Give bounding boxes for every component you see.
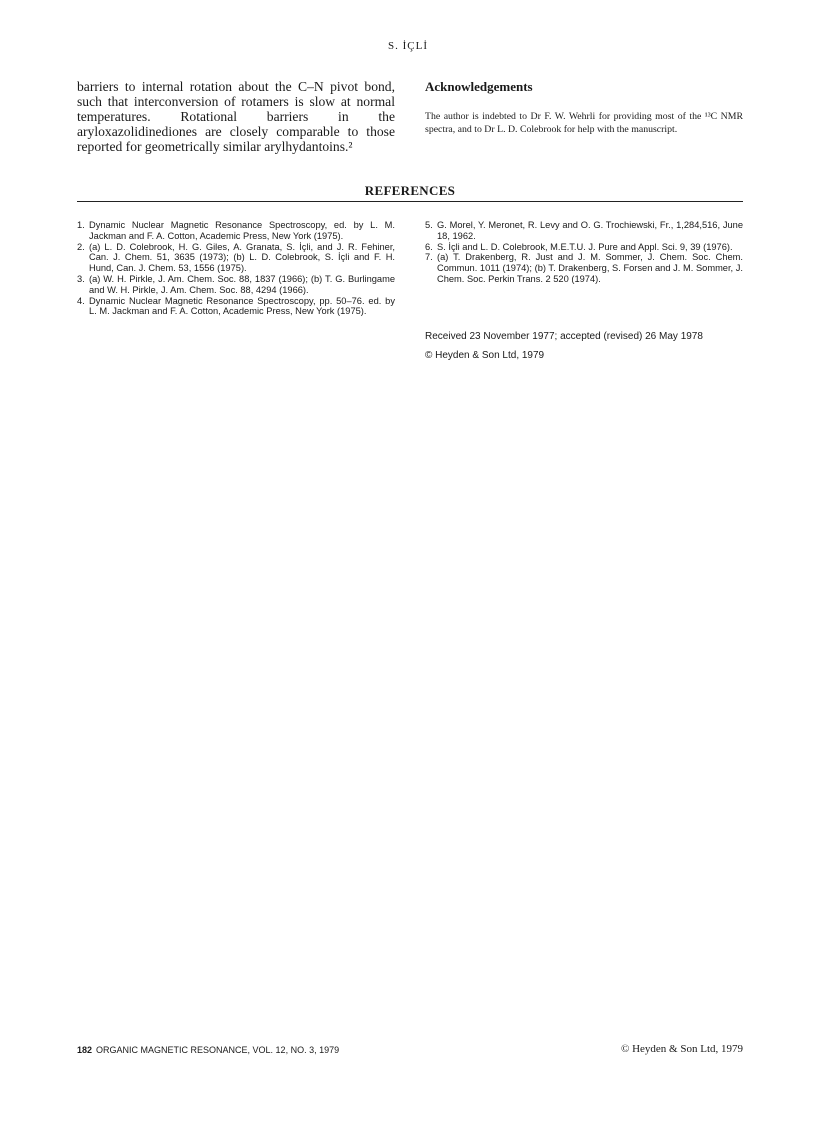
reference-item: 5. G. Morel, Y. Meronet, R. Levy and O. G. Trochiewski, Fr., 1,284,516, June 18, 1962. [425, 220, 743, 241]
received-date: Received 23 November 1977; accepted (revised) 26 May 1978 [425, 331, 703, 342]
reference-item: 4. Dynamic Nuclear Magnetic Resonance Spectroscopy, pp. 50–76. ed. by L. M. Jackman and F. A. Cotton, Academic Press, New York (1975). [77, 295, 395, 317]
reference-item: 3. (a) W. H. Pirkle, J. Am. Chem. Soc. 88, 1837 (1966); (b) T. G. Burlingame and W. H. Pirkle, J. Am. Chem. Soc. 88, 4294 (1966). [77, 273, 395, 295]
reference-item: 7. (a) T. Drakenberg, R. Just and J. M. Sommer, J. Chem. Soc. Chem. Commun. 1011 (1974); (b) T. Drakenberg, S. Forsen and J. M. Sommer, J. Chem. Soc. Perkin Trans. 2 520 (1974). [425, 252, 743, 284]
reference-item: 6. S. İçli and L. D. Colebrook, M.E.T.U. J. Pure and Appl. Sci. 9, 39 (1976). [425, 241, 733, 252]
body-column [77, 79, 395, 154]
references-divider [77, 201, 743, 202]
copyright-notice: © Heyden & Son Ltd, 1979 [425, 350, 545, 361]
reference-item: 1. Dynamic Nuclear Magnetic Resonance Spectroscopy, ed. by L. M. Jackman and F. A. Cotton, Academic Press, New York (1975). [77, 220, 395, 241]
acknowledgements-section [425, 79, 743, 136]
footer-copyright: © Heyden & Son Ltd, 1979 [620, 1043, 743, 1055]
journal-citation: ORGANIC MAGNETIC RESONANCE, VOL. 12, NO. 3, 1979 [96, 1045, 340, 1055]
references-list-left [77, 220, 395, 317]
acknowledgements-text: The author is indebted to Dr F. W. Wehrli for providing most of the ¹³C NMR spectra, and to Dr L. D. Colebrook for help with the manuscript. [425, 111, 743, 135]
references-heading: REFERENCES [364, 183, 456, 198]
acknowledgements-heading: Acknowledgements [425, 79, 533, 94]
reference-item: 2. (a) L. D. Colebrook, H. G. Giles, A. Granata, S. İçli, and J. R. Fehiner, Can. J. Chem. 51, 3635 (1973); (b) L. D. Colebrook, S. İçli and F. H. Hund, Can. J. Chem. 53, 1556 (1975). [77, 241, 395, 274]
footer-journal [77, 1045, 339, 1055]
running-head: S. İÇLİ [388, 40, 428, 52]
body-paragraph: barriers to internal rotation about the C–N pivot bond, such that interconversion of rotamers is slow at normal temperatures. Rotational barriers in the aryloxazolidinediones are closely comparable to those reported for geometrically similar arylhydantoins.² [77, 79, 395, 154]
page-number: 182 [77, 1045, 93, 1055]
references-list-right [425, 220, 743, 285]
